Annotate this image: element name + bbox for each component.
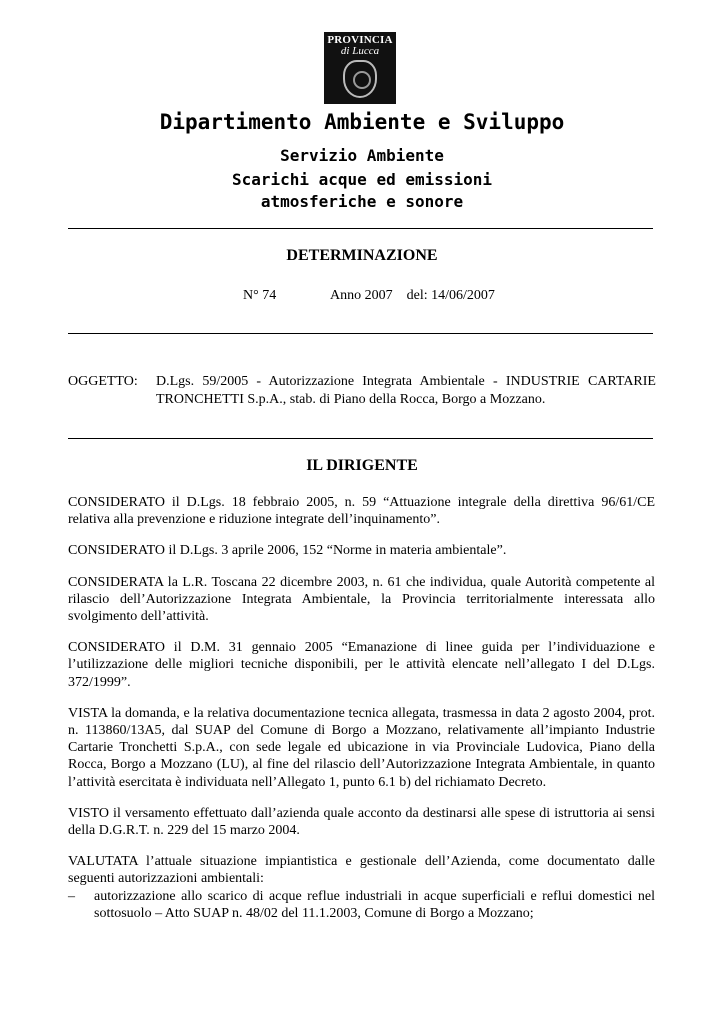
paragraph: CONSIDERATA la L.R. Toscana 22 dicembre 2003, n. 61 che individua, quale Autorità competente al rilascio dell’Autorizzazione Integrata Ambientale, la Provincia territorialmente interessata allo svolgimento dell’attività. [68,574,655,625]
service-title: Servizio Ambiente [280,146,444,165]
oggetto-label: OGGETTO: [68,374,138,389]
determinazione-year-date: Anno 2007 del: 14/06/2007 [330,288,495,303]
logo-line2: di Lucca [340,45,380,57]
divider [68,228,653,229]
divider [68,333,653,334]
determinazione-title: DETERMINAZIONE [286,247,438,264]
paragraph: CONSIDERATO il D.Lgs. 18 febbraio 2005, n. 59 “Attuazione integrale della direttiva 96/61/CE relativa alla prevenzione e riduzione integrate dell’inquinamento”. [68,495,655,528]
provincia-di-lucca-logo [324,32,396,104]
subservice-line1: Scarichi acque ed emissioni [231,170,493,189]
dirigente-title: IL DIRIGENTE [306,457,418,474]
document-body [68,494,655,922]
paragraph: CONSIDERATO il D.Lgs. 3 aprile 2006, 152 “Norme in materia ambientale”. [68,543,507,559]
oggetto-text: D.Lgs. 59/2005 - Autorizzazione Integrata Ambientale - INDUSTRIE CARTARIE TRONCHETTI S.p.A., stab. di Piano della Rocca, Borgo a Mozzano. [156,374,656,407]
paragraph: CONSIDERATO il D.M. 31 gennaio 2005 “Emanazione di linee guida per l’individuazione e l’utilizzazione delle migliori tecniche disponibili, per le attività elencate nell’allegato I del D.Lgs. 372/1999”. [68,640,655,690]
determinazione-number: N° 74 [243,288,277,303]
subservice-line2: atmosferiche e sonore [260,192,464,211]
logo-line1: PROVINCIA [327,34,393,46]
coat-of-arms-icon [343,60,377,98]
authorization-list [68,888,655,922]
paragraph: VALUTATA l’attuale situazione impiantistica e gestionale dell’Azienda, come documentato dalle seguenti autorizzazioni ambientali: [68,854,655,887]
dash-bullet: – [68,888,75,904]
paragraph: VISTO il versamento effettuato dall’azienda quale acconto da destinarsi alle spese di istruttoria ai sensi della D.G.R.T. n. 229 del 15 marzo 2004. [68,805,655,839]
divider [68,438,653,439]
list-item [68,888,655,922]
list-item-text: autorizzazione allo scarico di acque reflue industriali in acque superficiali e reflui domestici nel sottosuolo – Atto SUAP n. 48/02 del 11.1.2003, Comune di Borgo a Mozzano; [94,888,655,921]
department-title: Dipartimento Ambiente e Sviluppo [159,110,565,134]
paragraph: VISTA la domanda, e la relativa documentazione tecnica allegata, trasmessa in data 2 agosto 2004, prot. n. 113860/13A5, dal SUAP del Comune di Borgo a Mozzano, relativamente all’impianto Industrie Cartarie Tronchetti S.p.A., con sede legale ed ubicazione in via Provinciale Ludovica, Piano della Rocca, Borgo a Mozzano (LU), al fine del rilascio dell’Autorizzazione Integrata Ambientale, in quanto l’attività esercitata è individuata nell’Allegato 1, punto 6.1 b) del richiamato Decreto. [68,705,655,790]
